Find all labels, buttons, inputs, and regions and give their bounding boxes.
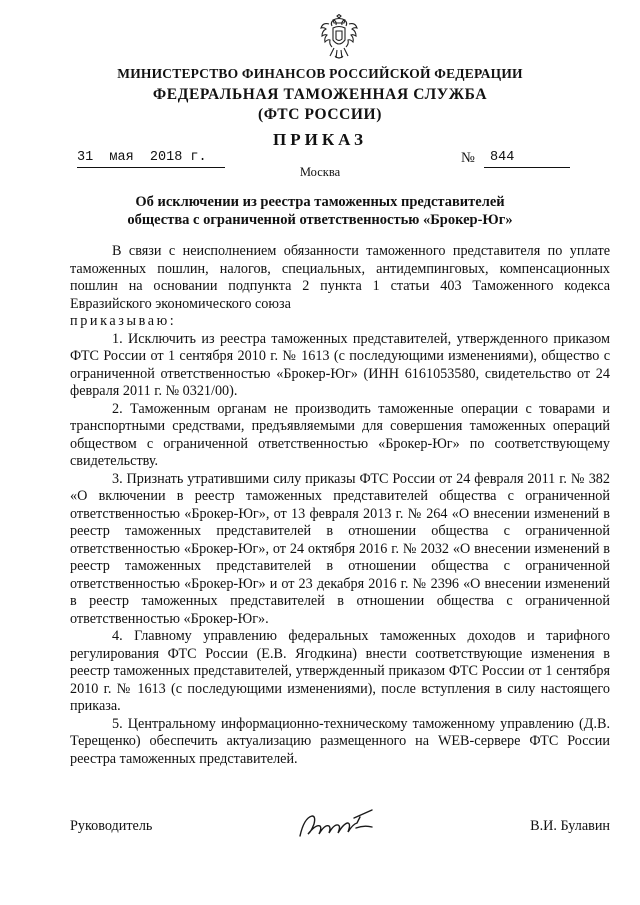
double-headed-eagle-emblem-icon: [318, 14, 360, 64]
item-paragraph-2: 2. Таможенным органам не производить таможенные операции с товарами и транспортными средствами, предъявляемыми для совершения таможенных операций обществом с ограниченной ответственностью «Брокер-Юг» по соответствующему свидетельству.: [70, 400, 610, 469]
service-name: ФЕДЕРАЛЬНАЯ ТАМОЖЕННАЯ СЛУЖБА: [152, 86, 488, 103]
item-paragraph-3: 3. Признать утратившими силу приказы ФТС России от 24 февраля 2011 г. № 382 «О включении в реестр таможенных представителей общества с ограниченной ответственностью «Брокер-Юг», от 13 февраля 2013 г. № 264 «О внесении изменений в реестр таможенных представителей в отношении общества с ограниченной ответственностью «Брокер-Юг», от 24 октября 2016 г. № 2032 «О внесении изменений в реестр таможенных представителей в отношении общества с ограниченной ответственностью «Брокер-Юг» и от 23 декабря 2016 г. № 2396 «О внесении изменений в реестр таможенных представителей в отношении общества с ограниченной ответственностью «Брокер-Юг».: [70, 470, 610, 627]
number-label: №: [461, 150, 475, 166]
city: Москва: [299, 165, 341, 179]
handwritten-signature-icon: [294, 806, 384, 844]
item-paragraph-5: 5. Центральному информационно-техническому таможенному управлению (Д.В. Терещенко) обеспечить актуализацию размещенного на WEB-сервере ФТС России реестра таможенных представителей.: [70, 715, 610, 767]
document-title-line-2: общества с ограниченной ответственностью «Брокер-Юг»: [127, 212, 513, 228]
intro-paragraph: В связи с неисполнением обязанности таможенного представителя по уплате таможенных пошлин, налогов, специальных, антидемпинговых, компенсационных пошлин на основании подпункта 2 пункта 1 статьи 403 Таможенного кодекса Евразийского экономического союза: [70, 243, 610, 312]
item-paragraph-4: 4. Главному управлению федеральных таможенных доходов и тарифного регулирования ФТС России (Е.В. Ягодкина) внести соответствующие изменения в реестр таможенных представителей, утвержденный приказом ФТС России от 1 сентября 2010 г. № 1613 (с последующими изменениями), после вступления в силу настоящего приказа.: [70, 628, 610, 714]
document-body: [70, 243, 610, 768]
signatory-name: В.И. Булавин: [530, 818, 610, 834]
document-title-line-1: Об исключении из реестра таможенных представителей: [135, 194, 505, 210]
document-date: 31 мая 2018 г.: [77, 149, 225, 168]
service-short-name: (ФТС РОССИИ): [258, 106, 382, 123]
item-paragraph-1: 1. Исключить из реестра таможенных представителей, утвержденного приказом ФТС России от 1 сентября 2010 г. № 1613 (с последующими изменениями), общество с ограниченной ответственностью «Брокер-Юг» (ИНН 6161053580, свидетельство от 24 февраля 2011 г. № 0321/00).: [70, 330, 610, 399]
signatory-position: Руководитель: [70, 818, 153, 834]
order-word: приказываю:: [70, 313, 177, 329]
document-number: 844: [484, 149, 570, 168]
ministry-name: МИНИСТЕРСТВО ФИНАНСОВ РОССИЙСКОЙ ФЕДЕРАЦИИ: [117, 66, 523, 81]
document-type: ПРИКАЗ: [273, 130, 367, 149]
